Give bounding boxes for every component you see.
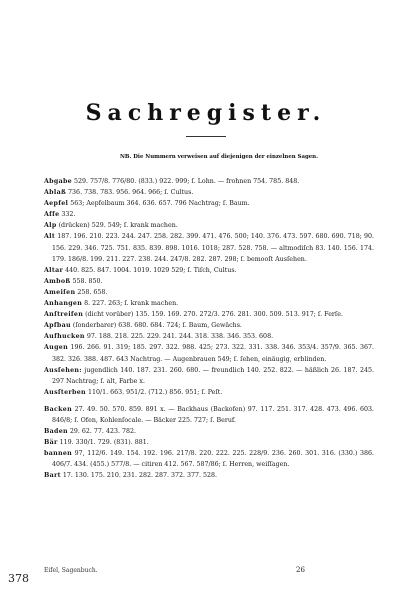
entry-headword: Bär (44, 439, 58, 447)
entry-headword: Abgabe (44, 178, 72, 185)
index-entry (44, 426, 374, 437)
entry-references: (dicht vorüber) 135. 159. 169. 270. 272/3. 276. 281. 300. 509. 513. 917; ſ. Ferſe. (83, 311, 343, 319)
index-entry (44, 220, 374, 231)
index-entry (44, 437, 374, 448)
entry-headword: Bart (44, 472, 61, 480)
index-entries (44, 176, 374, 482)
entry-references: 332. (59, 211, 76, 219)
index-entry (44, 187, 374, 198)
entry-references: 563; Aepfelbaum 364. 636. 657. 796 Nachtrag; ſ. Baum. (68, 200, 250, 208)
index-entry (44, 365, 374, 387)
entry-headword: Apfbau (44, 322, 71, 330)
entry-headword: Anhangen (44, 300, 83, 308)
index-entry (44, 387, 374, 398)
entry-headword: Altar (44, 266, 64, 274)
entry-references: (drücken) 529. 549; ſ. krank machen. (56, 222, 178, 230)
entry-references: 29. 62. 77. 423. 782. (67, 428, 136, 436)
index-entry (44, 404, 374, 426)
entry-references: 97, 112/6. 149. 154. 192. 196. 217/8. 220. 222. 225. 228/9. 236. 260. 301. 316. (330.) 386. 406/7. 434. (455.) 577/8. — citiren 412. 567. 587/86; ſ. Herren, weiſſagen. (52, 450, 374, 469)
entry-references: jugendlich 140. 187. 231. 260. 680. — freundlich 140. 252. 822. — häßlich 26. 187. 245. 297 Nachtrag; ſ. alt, Farbe x. (52, 366, 374, 385)
entry-references: 8. 227. 263; ſ. krank machen. (82, 300, 179, 308)
entry-headword: bannen (44, 450, 73, 458)
note-line: NB. Die Nummern verweisen auf diejenigen der einzelnen Sagen. (120, 154, 318, 160)
entry-references: 187. 196. 210. 223. 244. 247. 258. 282. 399. 471. 476. 500; 140. 376. 473. 597. 680. 690. 718; 90. 156. 229. 346. 725. 751. 835. 839. 898. 1016. 1018; 287. 528. 758. — altmodiſch 83. 140. 156. 174. 179. 186/8. 199. 211. 227. 238. 244. 247/8. 282. 287. 298; ſ. bemooſt Ausſehen. (52, 233, 374, 263)
entry-headword: Alp (44, 222, 57, 230)
index-entry (44, 276, 374, 287)
entry-references: 17. 130. 175. 210. 231. 282. 287. 372. 377. 528. (60, 472, 218, 480)
entry-headword: Aepfel (44, 200, 69, 208)
entry-references: 736. 738. 783. 956. 964. 966; ſ. Cultus. (66, 189, 194, 197)
entry-references: 558. 850. (70, 277, 103, 285)
footer-signature: Eifel, Sagenbuch. (44, 567, 98, 574)
entry-references: 27. 49. 50. 570. 859. 891 x. — Backhaus (Backofen) 97. 117. 251. 317. 428. 473. 496. 603. 846/8; ſ. Ofen, Kohlenſocale. — Bäcker 225. 727; ſ. Beruf. (52, 405, 374, 424)
index-entry (44, 342, 374, 364)
index-entry (44, 448, 374, 470)
entry-headword: Ameiſen (44, 288, 76, 296)
index-entry (44, 470, 374, 481)
index-entry (44, 298, 374, 309)
index-entry (44, 287, 374, 298)
entry-references: (ſonderbarer) 638. 680. 684. 724; ſ. Baum, Gewächs. (70, 322, 242, 330)
entry-references: 196. 266. 91. 319; 185. 297. 322. 988. 425; 273. 322. 331. 338. 346. 353/4. 357/9. 365. 367. 382. 326. 388. 487. 643 Nachtrag. — Augenbrauen 549; ſ. ſehen, einäugig, erblinden. (52, 344, 374, 363)
footer-sheet-number: 26 (296, 566, 305, 574)
entry-references: 97. 188. 218. 225. 229. 241. 244. 318. 338. 346. 353. 608. (84, 333, 274, 341)
entry-headword: Ausſehen: (44, 366, 82, 374)
index-entry (44, 176, 374, 187)
entry-headword: Aufhucken (44, 333, 85, 341)
entry-references: 529. 757/8. 776/80. (833.) 922. 999; ſ. Lohn. — frohnen 754. 785. 848. (71, 178, 300, 185)
entry-headword: Affe (44, 211, 60, 219)
entry-headword: Baden (44, 428, 68, 436)
index-entry (44, 309, 374, 320)
index-entry (44, 198, 374, 209)
entry-headword: Augen (44, 344, 68, 352)
entry-references: 119. 330/1. 729. (831). 881. (57, 439, 149, 447)
title-rule (186, 136, 226, 137)
entry-headword: Anſtreifen (44, 311, 84, 319)
entry-references: 110/1. 663. 951/2. (712.) 856. 951; ſ. Peſt. (85, 388, 223, 396)
entry-references: 258. 658. (75, 288, 108, 296)
entry-headword: Amboß (44, 277, 71, 285)
index-entry (44, 265, 374, 276)
entry-headword: Backen (44, 405, 72, 413)
index-entry (44, 320, 374, 331)
index-entry (44, 209, 374, 220)
entry-headword: Ausſterben (44, 388, 86, 396)
entry-headword: Ablaß (44, 189, 67, 197)
index-entry (44, 331, 374, 342)
page-number: 378 (8, 572, 29, 585)
entry-references: 440. 825. 847. 1004. 1019. 1029 529; ſ. Tiſch, Cultus. (63, 266, 237, 274)
entry-headword: Alt (44, 233, 56, 241)
index-entry (44, 231, 374, 264)
page-title: Sachregister. (85, 100, 327, 126)
